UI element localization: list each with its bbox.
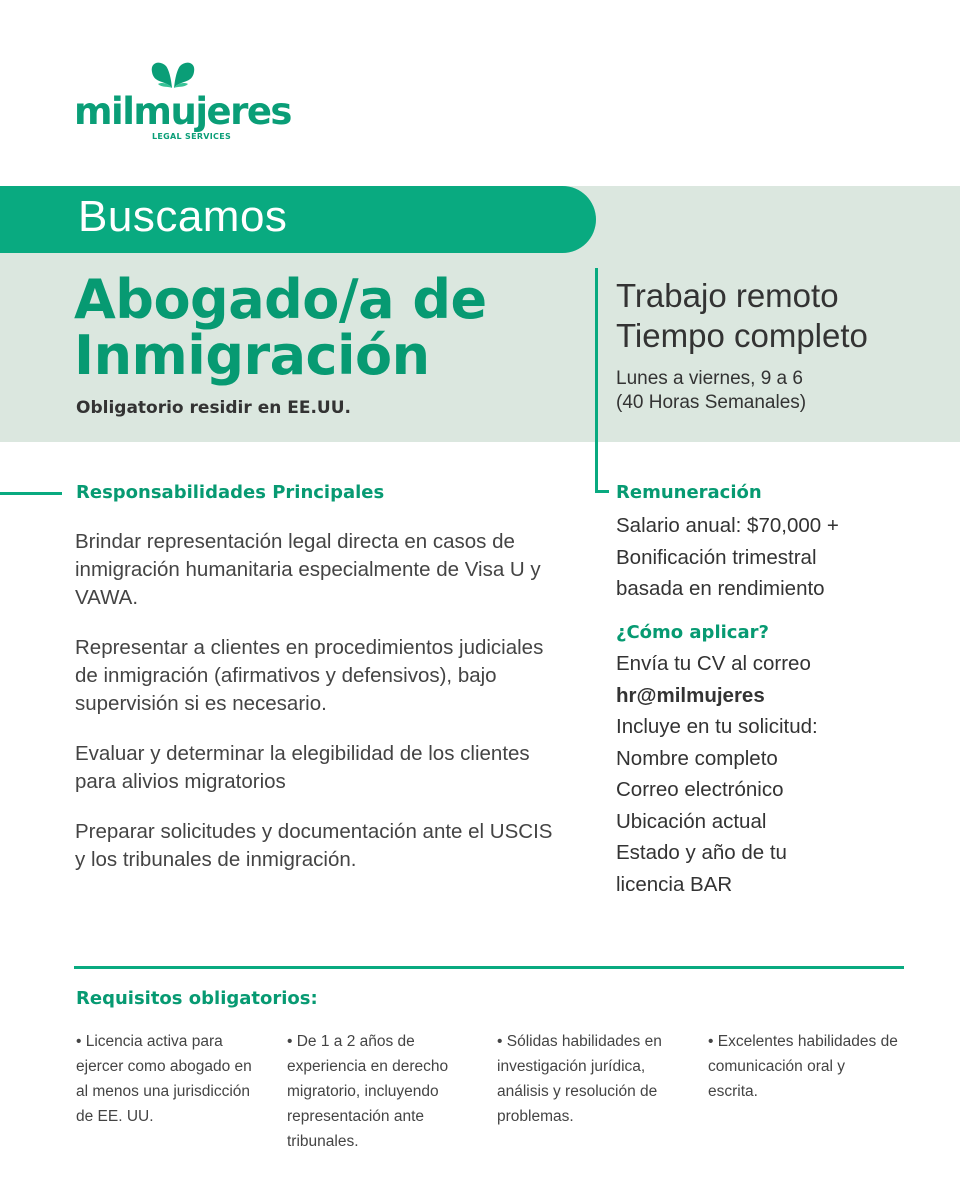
- apply-item: Nombre completo: [616, 746, 778, 770]
- divider-vertical-foot: [595, 490, 609, 493]
- compensation-line: basada en rendimiento: [616, 577, 825, 600]
- divider-bottom: [74, 966, 904, 969]
- responsibility-item: Representar a clientes en procedimientos judiciales de inmigración (afirmativos y defensivos), bajo supervisión si es necesario.: [75, 636, 544, 715]
- responsibility-item: Brindar representación legal directa en casos de inmigración humanitaria especialmente de Visa U y VAWA.: [75, 530, 541, 609]
- apply-email-link[interactable]: hr@milmujeres: [616, 683, 765, 707]
- brand-name: milmujeres: [74, 90, 291, 133]
- requirement-item: • Licencia activa para ejercer como abogado en al menos una jurisdicción de EE. UU.: [76, 1033, 252, 1125]
- requirements-heading: Requisitos obligatorios:: [76, 988, 318, 1009]
- compensation-line: Salario anual: $70,000 +: [616, 514, 839, 537]
- work-modality-line-2: Tiempo completo: [616, 317, 868, 354]
- compensation-details: [616, 510, 839, 605]
- butterfly-icon: [148, 58, 198, 92]
- job-title: [74, 268, 584, 387]
- divider-left: [0, 492, 62, 495]
- responsibilities-heading: Responsabilidades Principales: [76, 482, 385, 503]
- apply-line: Incluye en tu solicitud:: [616, 715, 818, 738]
- job-title-line-1: Abogado/a de: [74, 268, 487, 331]
- work-modality-line-1: Trabajo remoto: [616, 277, 839, 314]
- responsibility-item: Preparar solicitudes y documentación ante el USCIS y los tribunales de inmigración.: [75, 820, 553, 871]
- work-hours: [616, 367, 806, 415]
- apply-item: licencia BAR: [616, 872, 733, 896]
- work-hours-line-1: Lunes a viernes, 9 a 6: [616, 368, 803, 389]
- brand-logo: [74, 58, 291, 148]
- apply-item: Ubicación actual: [616, 809, 767, 833]
- brand-subtitle: LEGAL SERVICES: [152, 132, 232, 141]
- compensation-heading: Remuneración: [616, 482, 762, 503]
- requirement-item: • Excelentes habilidades de comunicación oral y escrita.: [708, 1033, 898, 1100]
- compensation-line: Bonificación trimestral: [616, 545, 817, 569]
- requirement-item: • Sólidas habilidades en investigación jurídica, análisis y resolución de problemas.: [497, 1033, 662, 1125]
- apply-item: Correo electrónico: [616, 778, 784, 801]
- apply-item: Estado y año de tu: [616, 841, 787, 864]
- work-hours-line-2: (40 Horas Semanales): [616, 392, 807, 413]
- work-modality: [616, 276, 868, 356]
- responsibility-item: Evaluar y determinar la elegibilidad de los clientes para alivios migratorios: [75, 742, 530, 793]
- responsibilities-list: [75, 528, 565, 896]
- apply-details: [616, 648, 818, 900]
- job-title-line-2: Inmigración: [74, 324, 430, 387]
- hero-kicker: Buscamos: [78, 192, 288, 241]
- apply-heading: ¿Cómo aplicar?: [616, 622, 769, 643]
- divider-vertical: [595, 268, 598, 490]
- residency-requirement: Obligatorio residir en EE.UU.: [76, 398, 351, 418]
- requirement-item: • De 1 a 2 años de experiencia en derecho migratorio, incluyendo representación ante tribunales.: [287, 1033, 449, 1150]
- apply-line: Envía tu CV al correo: [616, 652, 811, 675]
